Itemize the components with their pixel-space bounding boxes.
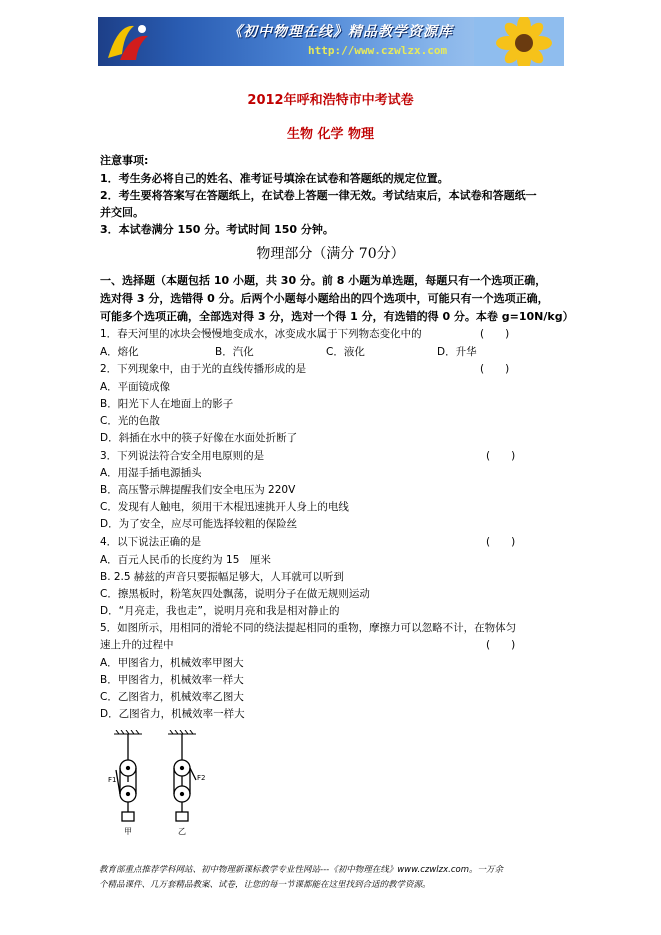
option: B．高压警示牌提醒我们安全电压为 220V — [100, 484, 296, 496]
section-intro-line: 可能多个选项正确，全部选对得 3 分，选对一个得 1 分，有选错的得 0 分。本卷 g=10N/kg） — [100, 310, 574, 323]
footer-line: 个精品课件、几万套精品教案、试卷，让您的每一节课都能在这里找到合适的教学资源。 — [99, 880, 431, 890]
answer-blank[interactable]: ( ) — [480, 363, 510, 375]
option: C．液化 — [326, 346, 365, 358]
option: B．甲图省力，机械效率一样大 — [100, 674, 244, 686]
section-intro-line: 选对得 3 分，选错得 0 分。后两个小题每小题给出的四个选项中，可能只有一个选项正确， — [100, 292, 549, 305]
option: A．百元人民币的长度约为 15 厘米 — [100, 554, 271, 566]
option: C．发现有人触电，须用干木棍迅速挑开人身上的电线 — [100, 501, 349, 513]
question-stem-cont: 速上升的过程中 — [100, 639, 174, 651]
pulley-figure — [108, 730, 218, 840]
exam-title: 2012年呼和浩特市中考试卷 — [247, 93, 414, 108]
site-logo-icon — [104, 20, 156, 64]
option: B．汽化 — [215, 346, 254, 358]
notes-item: 3．本试卷满分 150 分。考试时间 150 分钟。 — [100, 223, 334, 236]
option: B. 2.5 赫兹的声音只要振幅足够大，人耳就可以听到 — [100, 571, 344, 583]
pulley-system-yi — [174, 734, 196, 821]
question-stem: 2．下列现象中，由于光的直线传播形成的是 — [100, 363, 307, 375]
force-label-f1: F1 — [108, 776, 117, 784]
answer-blank[interactable]: ( ) — [486, 639, 516, 651]
force-label-f2: F2 — [197, 774, 206, 782]
figure-label-yi: 乙 — [178, 827, 186, 836]
question-stem: 4．以下说法正确的是 — [100, 536, 202, 548]
option: C．擦黑板时，粉笔灰四处飘荡，说明分子在做无规则运动 — [100, 588, 370, 600]
banner-url[interactable]: http://www.czwlzx.com — [308, 44, 448, 57]
section-title: 物理部分（满分 70分） — [256, 246, 405, 262]
pulley-system-jia — [116, 734, 136, 821]
option: A．甲图省力，机械效率甲图大 — [100, 657, 244, 669]
question-stem: 5．如图所示，用相同的滑轮不同的绕法提起相同的重物，摩擦力可以忽略不计，在物体匀 — [100, 622, 517, 634]
option: D．“月亮走，我也走”，说明月亮和我是相对静止的 — [100, 605, 340, 617]
answer-blank[interactable]: ( ) — [480, 328, 510, 340]
notes-item: 并交回。 — [100, 206, 144, 219]
option: C．乙图省力，机械效率乙图大 — [100, 691, 244, 703]
sunflower-icon — [474, 17, 564, 66]
question-stem: 3．下列说法符合安全用电原则的是 — [100, 450, 265, 462]
banner-title: 《初中物理在线》精品教学资源库 — [228, 24, 453, 40]
option: A．熔化 — [100, 346, 139, 358]
notes-heading: 注意事项: — [100, 154, 149, 167]
answer-blank[interactable]: ( ) — [486, 450, 516, 462]
notes-item: 2．考生要将答案写在答题纸上，在试卷上答题一律无效。考试结束后，本试卷和答题纸一 — [100, 189, 537, 202]
figure-label-jia: 甲 — [124, 827, 132, 836]
option: D．斜插在水中的筷子好像在水面处折断了 — [100, 432, 298, 444]
option: D．为了安全，应尽可能选择较粗的保险丝 — [100, 518, 298, 530]
option: D．升华 — [437, 346, 477, 358]
section-intro-line: 一、选择题（本题包括 10 小题，共 30 分。前 8 小题为单选题，每题只有一个选项正确， — [100, 274, 547, 287]
answer-blank[interactable]: ( ) — [486, 536, 516, 548]
ceiling-right — [168, 730, 196, 734]
ceiling-left — [114, 730, 142, 734]
header-banner — [98, 17, 564, 66]
question-stem: 1．春天河里的冰块会慢慢地变成水，冰变成水属于下列物态变化中的 — [100, 328, 422, 340]
exam-subtitle: 生物 化学 物理 — [286, 127, 375, 142]
notes-item: 1．考生务必将自己的姓名、准考证号填涂在试卷和答题纸的规定位置。 — [100, 172, 449, 185]
option: B．阳光下人在地面上的影子 — [100, 398, 234, 410]
footer-line: 教育部重点推荐学科网站、初中物理新课标教学专业性网站---《初中物理在线》www.czwlzx.com。一万余 — [99, 865, 504, 875]
option: D．乙图省力，机械效率一样大 — [100, 708, 245, 720]
option: A．用湿手插电源插头 — [100, 467, 202, 479]
option: A．平面镜成像 — [100, 381, 171, 393]
option: C．光的色散 — [100, 415, 160, 427]
